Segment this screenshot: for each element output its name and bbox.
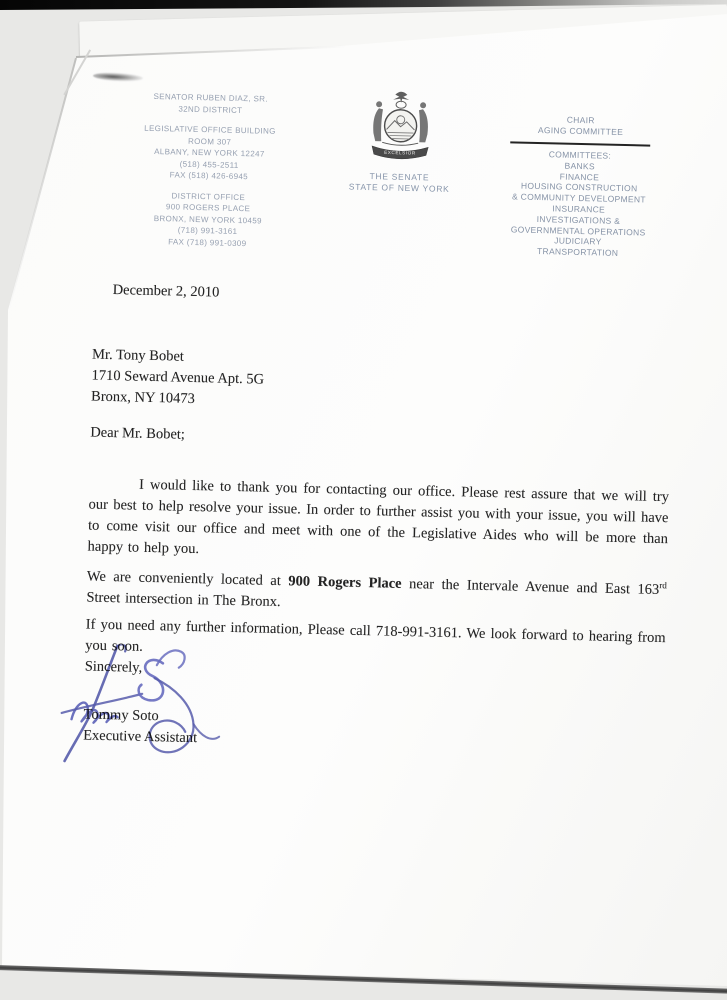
signer-name: Tommy Soto [83, 706, 159, 725]
letterhead-committees [490, 113, 669, 260]
legislative-office-line: LEGISLATIVE OFFICE BUILDING [144, 123, 276, 136]
paragraph-thank-you: I would like to thank you for contacting our office. Please rest assure that we will try our best to help resolve your issue. In order to further assist you with your issue, you will have to come visit our office and meet with one of the Legislative Aides who will be more than happy to help you. [87, 476, 670, 558]
location-text: Street intersection in The Bronx. [86, 589, 281, 611]
district-office-line: BRONX, NEW YORK 10459 [153, 213, 263, 226]
ordinal-superscript: rd [659, 580, 667, 591]
senator-name-block [108, 90, 313, 118]
location-text: near the Intervale Avenue and East 163 [401, 575, 660, 598]
chair-block [492, 113, 668, 139]
senator-name: SENATOR RUBEN DIAZ, SR. [153, 91, 269, 104]
legislative-office-line: (518) 455-2511 [179, 159, 239, 170]
senator-district: 32ND DISTRICT [178, 104, 243, 115]
location-address-bold: 900 Rogers Place [288, 573, 402, 592]
chair-committee: AGING COMMITTEE [537, 124, 624, 138]
seal-caption-line: THE SENATE [369, 171, 430, 183]
district-office-line: FAX (718) 991-0309 [168, 236, 247, 248]
seal-caption-line: STATE OF NEW YORK [348, 181, 450, 194]
letter-date: December 2, 2010 [112, 282, 220, 301]
chair-label: CHAIR [566, 114, 595, 126]
closing: Sincerely, [84, 658, 143, 676]
committee-item: INVESTIGATIONS & [536, 213, 621, 226]
district-office-block [105, 188, 311, 250]
seal-motto-text: EXCELSIOR [384, 149, 416, 156]
legislative-office-block [106, 122, 312, 184]
recipient-name: Mr. Tony Bobet [91, 346, 185, 365]
committee-item: INSURANCE [552, 203, 606, 215]
paragraph-location [86, 566, 667, 622]
legislative-office-line: ALBANY, NEW YORK 12247 [154, 146, 265, 159]
committee-item: GOVERNMENTAL OPERATIONS [510, 223, 646, 238]
recipient-city: Bronx, NY 10473 [90, 388, 196, 407]
committee-item: TRANSPORTATION [536, 246, 619, 259]
recipient-street: 1710 Seward Avenue Apt. 5G [91, 367, 265, 388]
committees-divider-line [510, 141, 650, 146]
paragraph-contact: If you need any further information, Please call 718-991-3161. We look forward to hearing from you soon. [85, 616, 666, 655]
district-office-line: (718) 991-3161 [177, 225, 238, 236]
committee-item: FINANCE [559, 171, 600, 183]
state-seal-icon [354, 88, 448, 164]
committee-item: JUDICIARY [554, 235, 602, 247]
letter-content [8, 20, 702, 986]
committees-list [490, 148, 668, 260]
committee-item: HOUSING CONSTRUCTION [520, 181, 638, 194]
legislative-office-line: ROOM 307 [187, 136, 232, 147]
committee-item: BANKS [564, 160, 595, 172]
seal-caption [348, 171, 450, 195]
recipient-address [91, 345, 672, 422]
letterhead-seal-column [348, 88, 452, 195]
letter-body [83, 280, 674, 761]
legislative-office-line: FAX (518) 426-6945 [169, 170, 249, 182]
committee-item: & COMMUNITY DEVELOPMENT [511, 191, 646, 205]
letterhead-office-addresses [104, 90, 313, 260]
district-office-line: DISTRICT OFFICE [171, 190, 246, 202]
location-text: We are conveniently located at [86, 568, 289, 590]
committees-heading: COMMITTEES: [548, 149, 612, 161]
salutation: Dear Mr. Bobet; [90, 424, 186, 443]
district-office-line: 900 ROGERS PLACE [165, 202, 251, 214]
signer-title: Executive Assistant [82, 727, 198, 747]
